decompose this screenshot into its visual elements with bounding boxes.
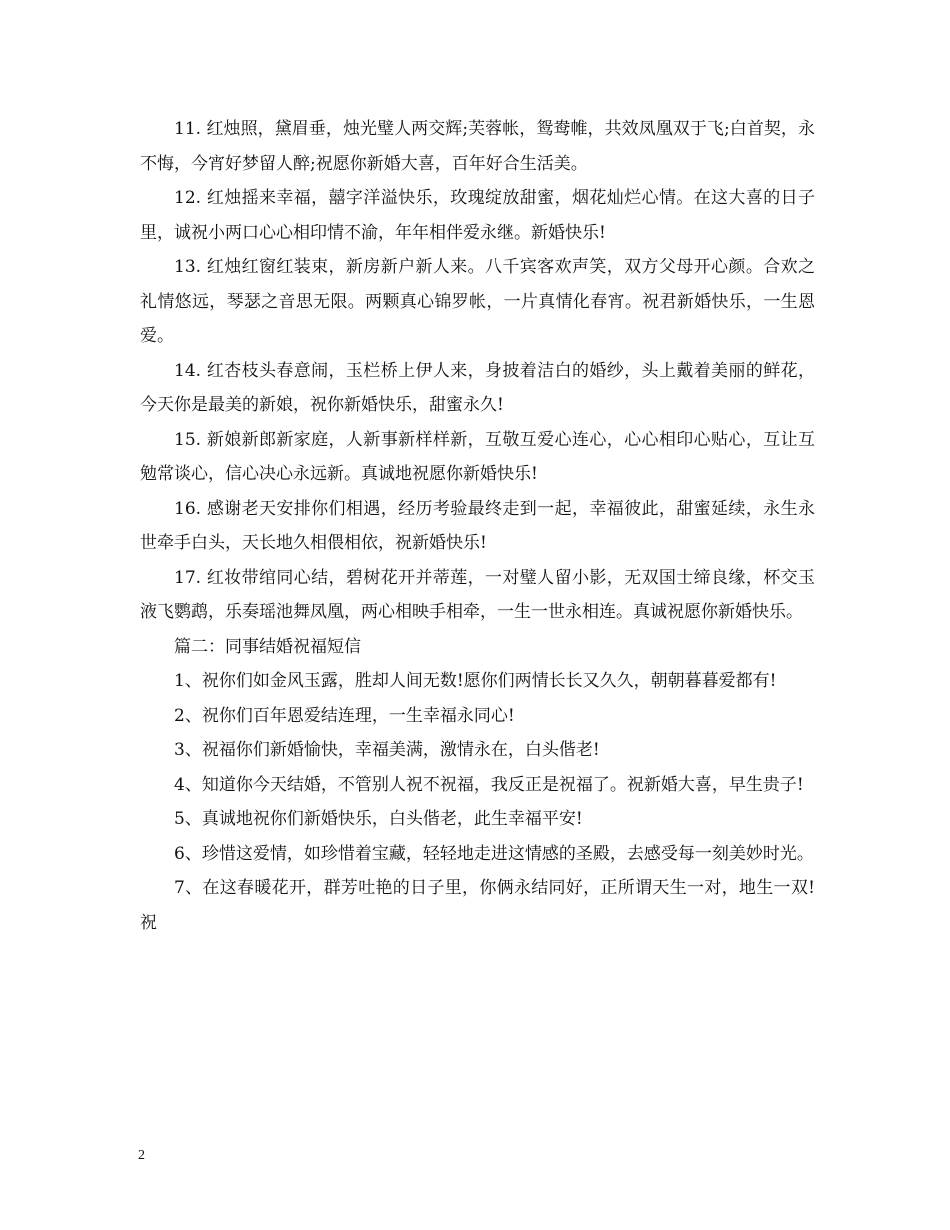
document-body xyxy=(140,112,815,940)
list-item-1: 1、祝你们如金风玉露，胜却人间无数!愿你们两情长长又久久，朝朝暮暮爱都有! xyxy=(174,671,777,691)
paragraph-13: 13. 红烛红窗红装束，新房新户新人来。八千宾客欢声笑，双方父母开心颜。合欢之礼情悠远，琴瑟之音思无限。两颗真心锦罗帐，一片真情化春宵。祝君新婚快乐，一生恩爱。 xyxy=(140,257,815,346)
paragraph-15: 15. 新娘新郎新家庭，人新事新样样新，互敬互爱心连心，心心相印心贴心，互让互勉常谈心，信心决心永远新。真诚地祝愿你新婚快乐! xyxy=(140,429,815,484)
paragraph-16: 16. 感谢老天安排你们相遇，经历考验最终走到一起，幸福彼此，甜蜜延续，永生永世牵手白头，天长地久相偎相依，祝新婚快乐! xyxy=(140,498,815,553)
list-item-2: 2、祝你们百年恩爱结连理，一生幸福永同心! xyxy=(174,705,515,726)
section-heading: 篇二：同事结婚祝福短信 xyxy=(174,636,361,657)
list-item-3: 3、祝福你们新婚愉快，幸福美满，激情永在，白头偕老! xyxy=(174,740,600,760)
list-item-7: 7、在这春暖花开，群芳吐艳的日子里，你俩永结同好，正所谓天生一对，地生一双!祝 xyxy=(140,878,815,933)
page-number: 2 xyxy=(138,1148,145,1163)
paragraph-12: 12. 红烛摇来幸福，囍字洋溢快乐，玫瑰绽放甜蜜，烟花灿烂心情。在这大喜的日子里，诚祝小两口心心相印情不渝，年年相伴爱永继。新婚快乐! xyxy=(140,188,815,243)
list-item-4: 4、知道你今天结婚，不管别人祝不祝福，我反正是祝福了。祝新婚大喜，早生贵子! xyxy=(174,774,804,795)
paragraph-11: 11. 红烛照，黛眉垂，烛光璧人两交辉;芙蓉帐，鸳鸯帷，共效凤凰双于飞;白首契，永不悔，今宵好梦留人醉;祝愿你新婚大喜，百年好合生活美。 xyxy=(140,119,815,174)
paragraph-17: 17. 红妆带绾同心结，碧树花开并蒂莲，一对璧人留小影，无双国士缔良缘，杯交玉液飞鹦鹉，乐奏瑶池舞凤凰，两心相映手相牵，一生一世永相连。真诚祝愿你新婚快乐。 xyxy=(140,567,815,622)
list-item-6: 6、珍惜这爱情，如珍惜着宝藏，轻轻地走进这情感的圣殿，去感受每一刻美妙时光。 xyxy=(174,843,814,864)
paragraph-14: 14. 红杏枝头春意闹，玉栏桥上伊人来，身披着洁白的婚纱，头上戴着美丽的鲜花，今天你是最美的新娘，祝你新婚快乐，甜蜜永久! xyxy=(140,360,815,415)
list-item-5: 5、真诚地祝你们新婚快乐，白头偕老，此生幸福平安! xyxy=(174,809,583,829)
